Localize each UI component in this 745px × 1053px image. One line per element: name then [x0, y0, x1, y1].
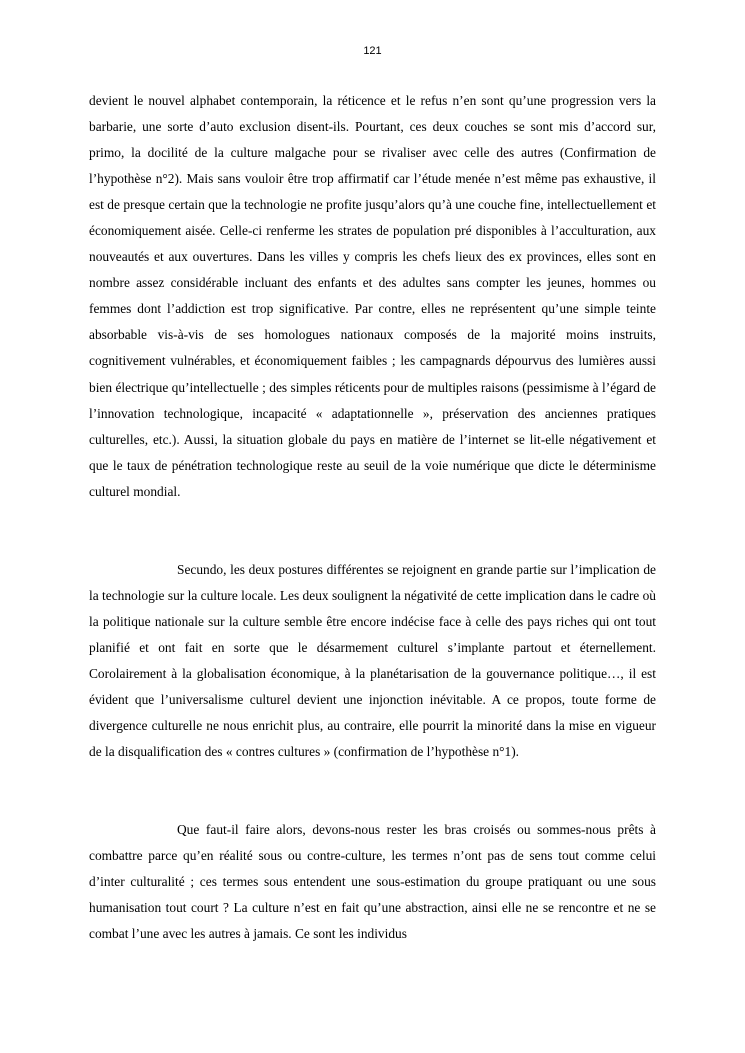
- document-body: [89, 88, 656, 947]
- paragraph-secundo: Secundo, les deux postures différentes se rejoignent en grande partie sur l’implication de la technologie sur la culture locale. Les deux soulignent la négativité de cette implication dans le cadre où la politique nationale sur la culture semble être encore indécise face à celle des pays riches qui ont tout planifié et ont fait en sorte que le désarmement culturel s’implante partout et éternellement. Corolairement à la globalisation économique, à la planétarisation de la gouvernance politique…, il est évident que l’universalisme culturel devient une injonction inévitable. A ce propos, toute forme de divergence culturelle ne nous enrichit plus, au contraire, elle pourrit la minorité dans la mise en vigueur de la disqualification des « contres cultures » (confirmation de l’hypothèse n°1).: [89, 561, 656, 760]
- page-number: 121: [363, 45, 382, 57]
- paragraph-continuation: devient le nouvel alphabet contemporain, la réticence et le refus n’en sont qu’une progression vers la barbarie, une sorte d’auto exclusion disent-ils. Pourtant, ces deux couches se sont mis d’accord sur, primo, la docilité de la culture malgache pour se rivaliser avec celle des autres (Confirmation de l’hypothèse n°2). Mais sans vouloir être trop affirmatif car l’étude menée n’est même pas exhaustive, il est de presque certain que la technologie ne profite jusqu’alors qu’à une couche fine, intellectuellement et économiquement aisée. Celle-ci renferme les strates de population pré disponibles à l’acculturation, aux nouveautés et aux ouvertures. Dans les villes y compris les chefs lieux des ex provinces, elles sont en nombre assez considérable incluant des enfants et des adultes sans compter les jeunes, hommes ou femmes dont l’addiction est trop significative. Par contre, elles ne représentent qu’une simple teinte absorbable vis-à-vis de ses homologues nationaux composés de la majorité moins instruits, cognitivement vulnérables, et économiquement faibles ; les campagnards dépourvus des lumières aussi bien électrique qu’intellectuelle ; des simples réticents pour de multiples raisons (pessimisme à l’égard de l’innovation technologique, incapacité « adaptationnelle », préservation des anciennes pratiques culturelles, etc.). Aussi, la situation globale du pays en matière de l’internet se lit-elle négativement et que le taux de pénétration technologique reste au seuil de la voie numérique que dicte le déterminisme culturel mondial.: [89, 93, 656, 499]
- paragraph-que-faut-il: Que faut-il faire alors, devons-nous rester les bras croisés ou sommes-nous prêts à combattre parce qu’en réalité sous ou contre-culture, les termes n’ont pas de sens tout comme celui d’inter culturalité ; ces termes sous entendent une sous-estimation du groupe pratiquant ou une sous humanisation tout court ? La culture n’est en fait qu’une abstraction, ainsi elle ne se rencontre et ne se combat l’une avec les autres à jamais. Ce sont les individus: [89, 822, 656, 942]
